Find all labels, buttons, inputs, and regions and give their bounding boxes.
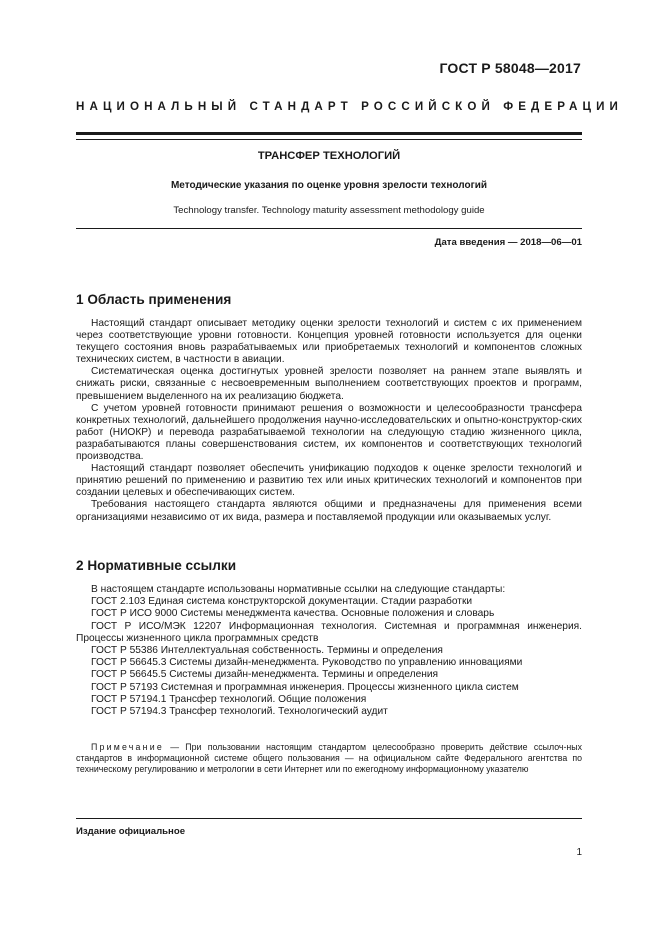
page-number: 1 [576,847,582,858]
paragraph: Настоящий стандарт позволяет обеспечить унификацию подходов к оценке зрелости технологий и принятию решений по применению и развитию тех или иных критических технологий и компонентов при создании целевых и обеспечивающих систем. [76,463,582,499]
reference-item: ГОСТ Р 57194.3 Трансфер технологий. Технологический аудит [91,706,388,718]
reference-item: ГОСТ Р 56645.3 Системы дизайн-менеджмента. Руководство по управлению инновациями [91,657,523,669]
header-rule-thin [76,139,582,140]
section-2-heading: 2 Нормативные ссылки [76,558,237,573]
national-standard-banner: НАЦИОНАЛЬНЫЙ СТАНДАРТ РОССИЙСКОЙ ФЕДЕРАЦИИ [76,100,623,113]
normative-references [76,584,582,718]
footer-rule [76,818,582,819]
english-title: Technology transfer. Technology maturity assessment methodology guide [173,205,485,216]
reference-item: ГОСТ Р 55386 Интеллектуальная собственность. Термины и определения [91,645,443,657]
note-paragraph [76,742,582,776]
note-text: — При пользовании настоящим стандартом целесообразно проверить действие ссылоч-ных стандартов в информационной системе общего пользования — на официальном сайте Федерального агентства по техническому регулированию и метрологии в сети Интернет или по ежегодному информационному указателю [76,742,582,775]
document-subtitle: Методические указания по оценке уровня зрелости технологий [170,180,488,191]
introduction-date: Дата введения — 2018—06—01 [434,237,582,248]
note-label: Примечание [91,742,164,752]
note-block [76,742,582,776]
references-intro: В настоящем стандарте использованы нормативные ссылки на следующие стандарты: [91,584,506,595]
paragraph: Требования настоящего стандарта являются общими и предназначены для применения всеми организациями независимо от их вида, размера и поставляемой продукции или оказываемых услуг. [76,499,582,523]
edition-label: Издание официальное [76,826,186,837]
reference-item: ГОСТ Р 56645.5 Системы дизайн-менеджмента. Термины и определения [91,669,439,681]
reference-item: ГОСТ Р 57194.1 Трансфер технологий. Общие положения [91,693,367,705]
document-number: ГОСТ Р 58048—2017 [439,60,581,76]
document-title: ТРАНСФЕР ТЕХНОЛОГИЙ [257,150,401,162]
header-rule-thick [76,132,582,135]
reference-item: ГОСТ Р ИСО 9000 Системы менеджмента качества. Основные положения и словарь [91,608,495,620]
title-rule [76,228,582,229]
reference-item: ГОСТ Р 57193 Системная и программная инженерия. Процессы жизненного цикла систем [91,681,519,693]
paragraph: Систематическая оценка достигнутых уровней зрелости позволяет на раннем этапе выявлять и снижать риски, связанные с несвоевременным выполнением соответствующих проектов и программ, превышением выделенного на их реализацию бюджета. [76,366,582,402]
paragraph: Настоящий стандарт описывает методику оценки зрелости технологий и систем с их применением через соответствующие уровни готовности. Концепция уровней готовности используется для оценки текущего состояния вновь разрабатываемых или приобретаемых технологий и компонентов сложных технических систем, в частности в авиации. [76,318,582,366]
paragraph: С учетом уровней готовности принимают решения о возможности и целесообразности трансфера конкретных технологий, дальнейшего продолжения научно-исследовательских и опытно-конструктор-ских работ (НИОКР) и перевода разрабатываемой технологии на следующую стадию жизненного цикла, разрабатываются планы совершенствования систем, их компонентов и соответствующих технологий производства. [76,402,582,463]
section-1-heading: 1 Область применения [76,292,232,307]
reference-item: ГОСТ 2.103 Единая система конструкторской документации. Стадии разработки [91,596,473,608]
section-1-body [76,318,582,524]
reference-item: ГОСТ Р ИСО/МЭК 12207 Информационная технология. Системная и программная инженерия. Процессы жизненного цикла программных средств [76,620,582,644]
